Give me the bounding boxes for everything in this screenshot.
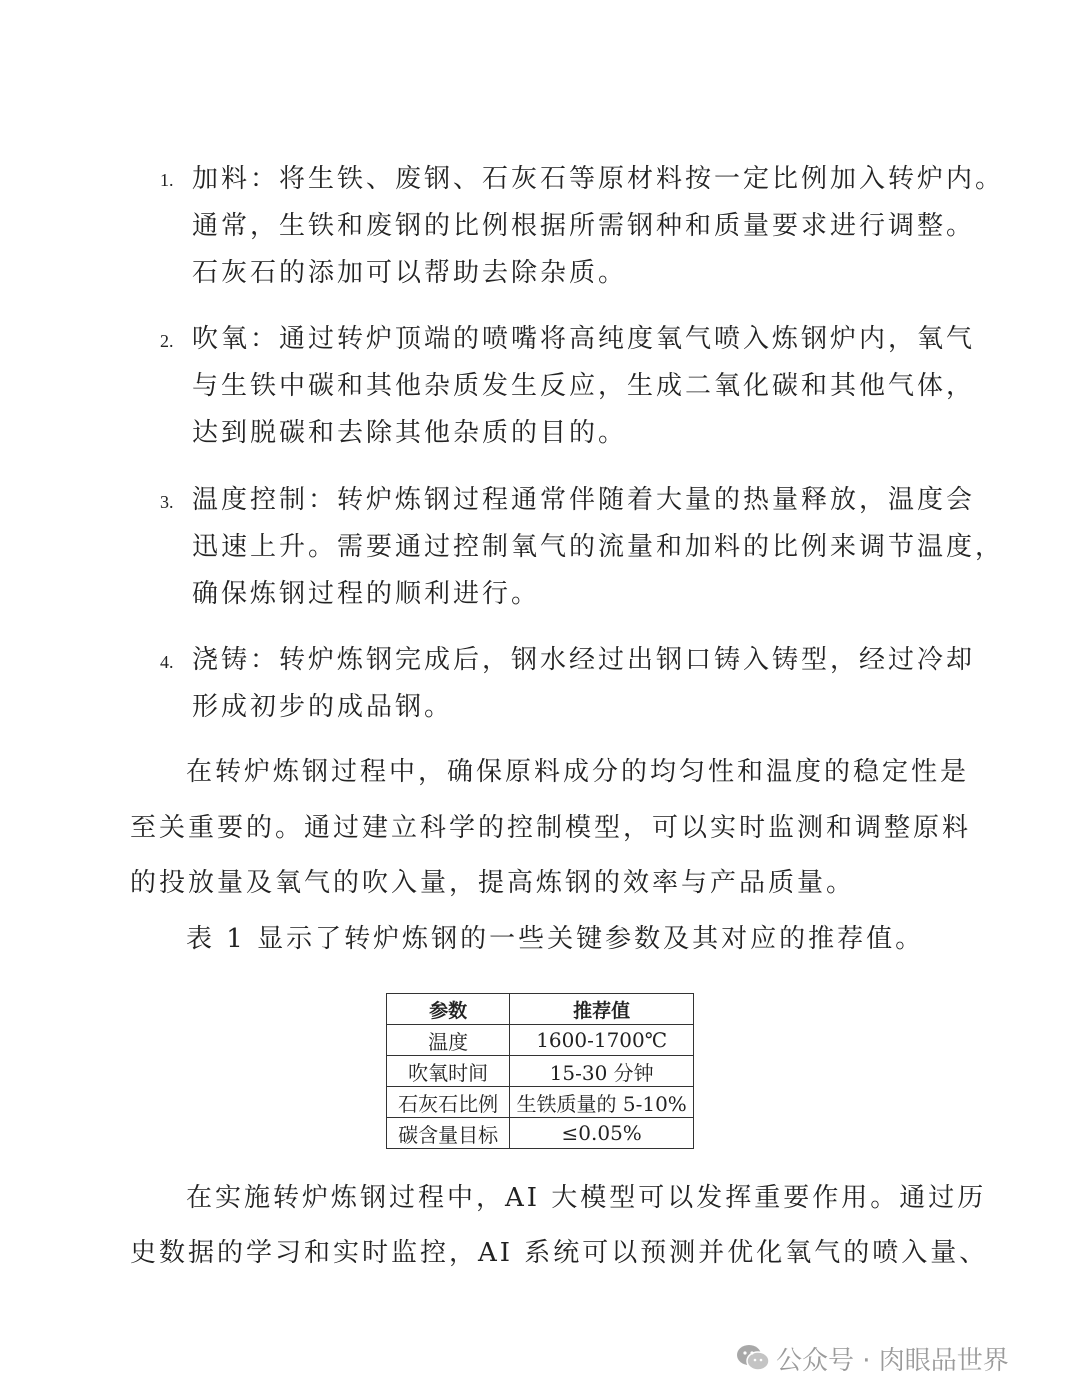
list-number: 4. xyxy=(160,652,174,672)
paragraph-line: 的投放量及氧气的吹入量，提高炼钢的效率与产品质量。 xyxy=(130,868,856,898)
list-line: 形成初步的成品钢。 xyxy=(192,692,454,722)
table-cell: 碳含量目标 xyxy=(387,1118,510,1149)
list-line: 通常，生铁和废钢的比例根据所需钢种和质量要求进行调整。 xyxy=(192,211,976,241)
watermark-text: 公众号 · 肉眼品世界 xyxy=(776,1345,1009,1376)
table-cell: ≤0.05% xyxy=(510,1118,694,1149)
table-cell: 生铁质量的 5-10% xyxy=(510,1087,694,1118)
list-line: 确保炼钢过程的顺利进行。 xyxy=(192,579,541,609)
table-row xyxy=(387,1087,694,1118)
table-row xyxy=(387,1056,694,1087)
list-line: 加料：将生铁、废钢、石灰石等原材料按一定比例加入转炉内。 xyxy=(192,164,1005,194)
table-cell: 石灰石比例 xyxy=(387,1087,510,1118)
list-line: 温度控制：转炉炼钢过程通常伴随着大量的热量释放，温度会 xyxy=(192,485,976,515)
parameter-table xyxy=(386,993,694,1149)
list-line: 迅速上升。需要通过控制氧气的流量和加料的比例来调节温度， xyxy=(192,532,1005,562)
table-header-row xyxy=(387,994,694,1025)
paragraph-line: 至关重要的。通过建立科学的控制模型，可以实时监测和调整原料 xyxy=(130,813,972,843)
list-line: 达到脱碳和去除其他杂质的目的。 xyxy=(192,418,628,448)
list-number: 2. xyxy=(160,331,174,351)
table-row xyxy=(387,1118,694,1149)
table-row xyxy=(387,1025,694,1056)
table-cell: 1600-1700℃ xyxy=(510,1025,694,1056)
paragraph-line: 史数据的学习和实时监控，AI 系统可以预测并优化氧气的喷入量、 xyxy=(130,1238,989,1268)
table-cell: 吹氧时间 xyxy=(387,1056,510,1087)
paragraph-table-intro: 表 1 显示了转炉炼钢的一些关键参数及其对应的推荐值。 xyxy=(186,924,925,954)
list-line: 吹氧：通过转炉顶端的喷嘴将高纯度氧气喷入炼钢炉内，氧气 xyxy=(192,324,976,354)
list-number: 3. xyxy=(160,492,174,512)
list-line: 浇铸：转炉炼钢完成后，钢水经过出钢口铸入铸型，经过冷却 xyxy=(192,645,976,675)
table-cell: 温度 xyxy=(387,1025,510,1056)
wechat-icon xyxy=(736,1343,770,1373)
table-header-cell: 参数 xyxy=(387,994,510,1025)
watermark xyxy=(736,1338,1009,1378)
paragraph-line: 在转炉炼钢过程中，确保原料成分的均匀性和温度的稳定性是 xyxy=(186,757,970,787)
list-line: 与生铁中碳和其他杂质发生反应，生成二氧化碳和其他气体， xyxy=(192,371,976,401)
paragraph-line: 在实施转炉炼钢过程中，AI 大模型可以发挥重要作用。通过历 xyxy=(186,1183,987,1213)
list-number: 1. xyxy=(160,170,174,190)
list-line: 石灰石的添加可以帮助去除杂质。 xyxy=(192,258,628,288)
table-header-cell: 推荐值 xyxy=(510,994,694,1025)
table-cell: 15-30 分钟 xyxy=(510,1056,694,1087)
